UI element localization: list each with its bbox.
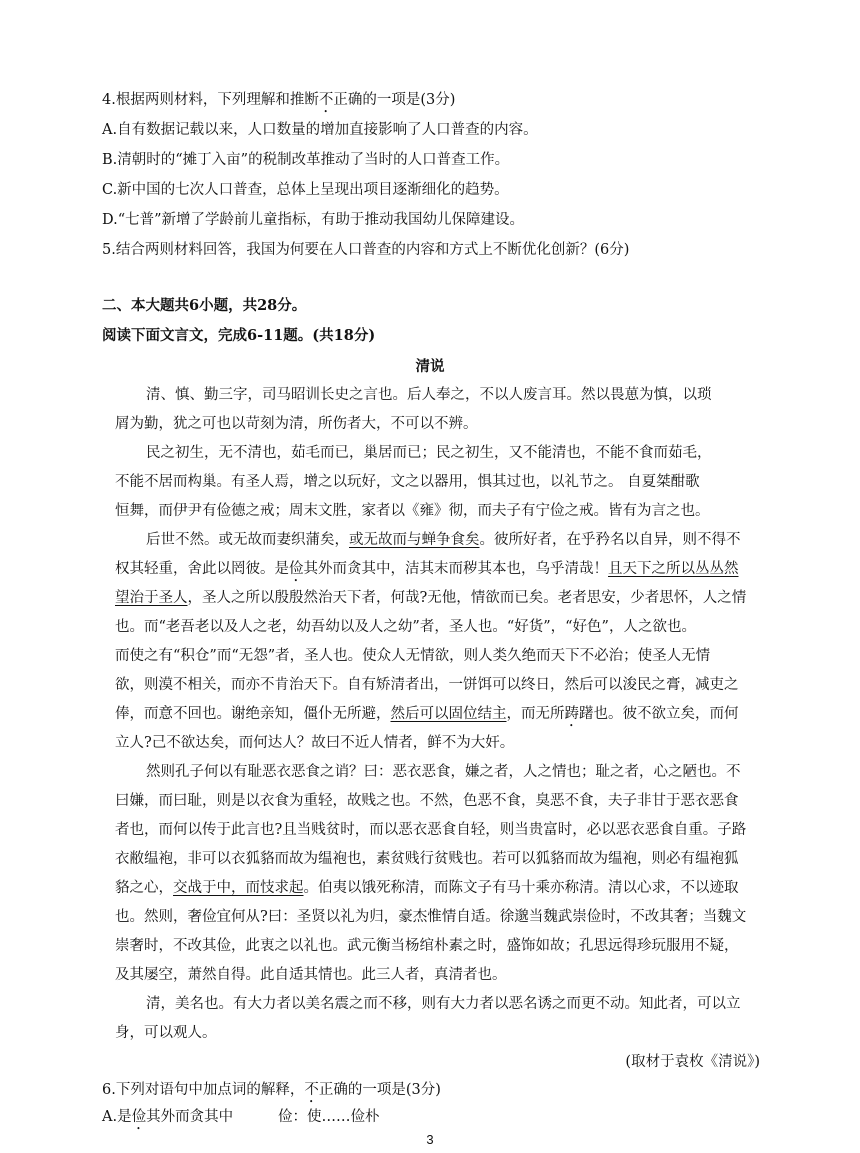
essay-line: 欲，则漠不相关，而亦不肯治天下。自有矫清者出，一饼饵可以终日，然后可以浚民之膏，减吏之	[115, 677, 739, 693]
essay-line: 崇奢时，不改其俭，此衷之以礼也。武元衡当杨绾朴素之时，盛饰如故；孔思远得珍玩服用不疑，	[115, 938, 739, 954]
essay-line: 俸，而意不回也。谢绝亲知，僵仆无所避，然后可以固位结主，而无所踌躇也。彼不欲立矣，而何	[115, 706, 739, 722]
essay-line: 清，美名也。有大力者以美名震之而不移，则有大力者以恶名诱之而更不动。知此者，可以立	[146, 996, 741, 1012]
essay-line: 及其屡空，萧然自得。此自适其情也。此三人者，真清者也。	[115, 967, 507, 983]
q5-stem: 5.结合两则材料回答，我国为何要在人口普查的内容和方式上不断优化创新？(6分)	[102, 242, 630, 258]
essay-line: 曰嫌，而曰耻，则是以衣食为重轻，故贱之也。不然，色恶不食，臭恶不食，夫子非甘于恶衣恶食	[115, 793, 739, 809]
page-number: 3	[426, 1132, 434, 1147]
essay-title: 清说	[415, 358, 445, 375]
essay-line: 身，可以观人。	[115, 1025, 217, 1041]
essay-line: 清、慎、勤三字，司马昭训长史之言也。后人奉之，不以人废言耳。然以畏葸为慎，以琐	[146, 387, 712, 403]
essay-line: 然则孔子何以有耻恶衣恶食之诮？曰：恶衣恶食，嫌之者，人之情也；耻之者，心之陋也。不	[146, 764, 741, 780]
essay-line: 者也，而何以传于此言也?且当贱贫时，而以恶衣恶食自轻，则当贵富时，必以恶衣恶食自重。子路	[115, 822, 747, 838]
essay-line: 屑为勤，犹之可也以苛刻为清，所伤者大，不可以不辨。	[115, 416, 478, 432]
q4-option-d: D.“七普”新增了学龄前儿童指标，有助于推动我国幼儿保障建设。	[102, 212, 525, 228]
q4-option-a: A.自有数据记载以来，人口数量的增加直接影响了人口普查的内容。	[102, 122, 538, 138]
essay-line: 权其轻重，舍此以罔彼。是俭其外而贪其中，洁其末而秽其本也，乌乎清哉！且天下之所以丛丛然	[115, 561, 739, 577]
q4-option-b: B.清朝时的“摊丁入亩”的税制改革推动了当时的人口普查工作。	[102, 152, 510, 168]
q6-stem: 6.下列对语句中加点词的解释，不正确的一项是(3分)	[102, 1082, 441, 1098]
essay-line: 后世不然。或无故而妻织蒲矣，或无故而与蝉争食矣。彼所好者，在乎矜名以自异，则不得不	[146, 532, 741, 548]
essay-line: 貉之心，交战于中，而忮求起。伯夷以饿死称清，而陈文子有马十乘亦称清。清以心求，不以迹取	[115, 880, 739, 896]
essay-line: 也。然则，奢俭宜何从?曰：圣贤以礼为归，豪杰惟情自适。徐邈当魏武崇俭时，不改其奢；当魏文	[115, 909, 747, 925]
essay-line: 也。而“老吾老以及人之老，幼吾幼以及人之幼”者，圣人也。“好货”，“好色”，人之欲也。	[115, 619, 696, 635]
section-instruction: 阅读下面文言文，完成6-11题。(共18分)	[102, 327, 376, 344]
essay-line: 而使之有“积仓”而“无怨”者，圣人也。使众人无情欲，则人类久绝而天下不必治；使圣人无情	[115, 648, 711, 664]
essay-line: 恒舞，而伊尹有俭德之戒；周末文胜，家者以《雍》彻，而夫子有宁俭之戒。皆有为言之也。	[115, 503, 710, 519]
essay-line: 望治于圣人，圣人之所以殷殷然治天下者，何哉?无他，情欲而已矣。老者思安，少者思怀，人之情	[115, 590, 747, 606]
essay-line: 不能不居而构巢。有圣人焉，增之以玩好，文之以器用，惧其过也，以礼节之。 自夏桀酣歌	[115, 474, 700, 490]
essay-line: 衣敝缊袍，非可以衣狐貉而故为缊袍也，素贫贱行贫贱也。若可以狐貉而故为缊袍，则必有缊袍狐	[115, 851, 739, 867]
essay-source: (取材于袁枚《清说》)	[625, 1054, 760, 1070]
q6-option-a-gloss: 俭：使……俭朴	[278, 1109, 380, 1125]
q6-option-a: A.是俭其外而贪其中	[102, 1109, 234, 1125]
q4-stem: 4.根据两则材料，下列理解和推断不正确的一项是(3分)	[102, 92, 456, 108]
essay-line: 民之初生，无不清也，茹毛而已，巢居而已；民之初生，又不能清也，不能不食而茹毛，	[146, 445, 712, 461]
section-heading: 二、本大题共6小题，共28分。	[102, 297, 307, 314]
essay-line: 立人?己不欲达矣，而何达人？故曰不近人情者，鲜不为大奸。	[115, 735, 515, 751]
q4-option-c: C.新中国的七次人口普查，总体上呈现出项目逐渐细化的趋势。	[102, 182, 509, 198]
